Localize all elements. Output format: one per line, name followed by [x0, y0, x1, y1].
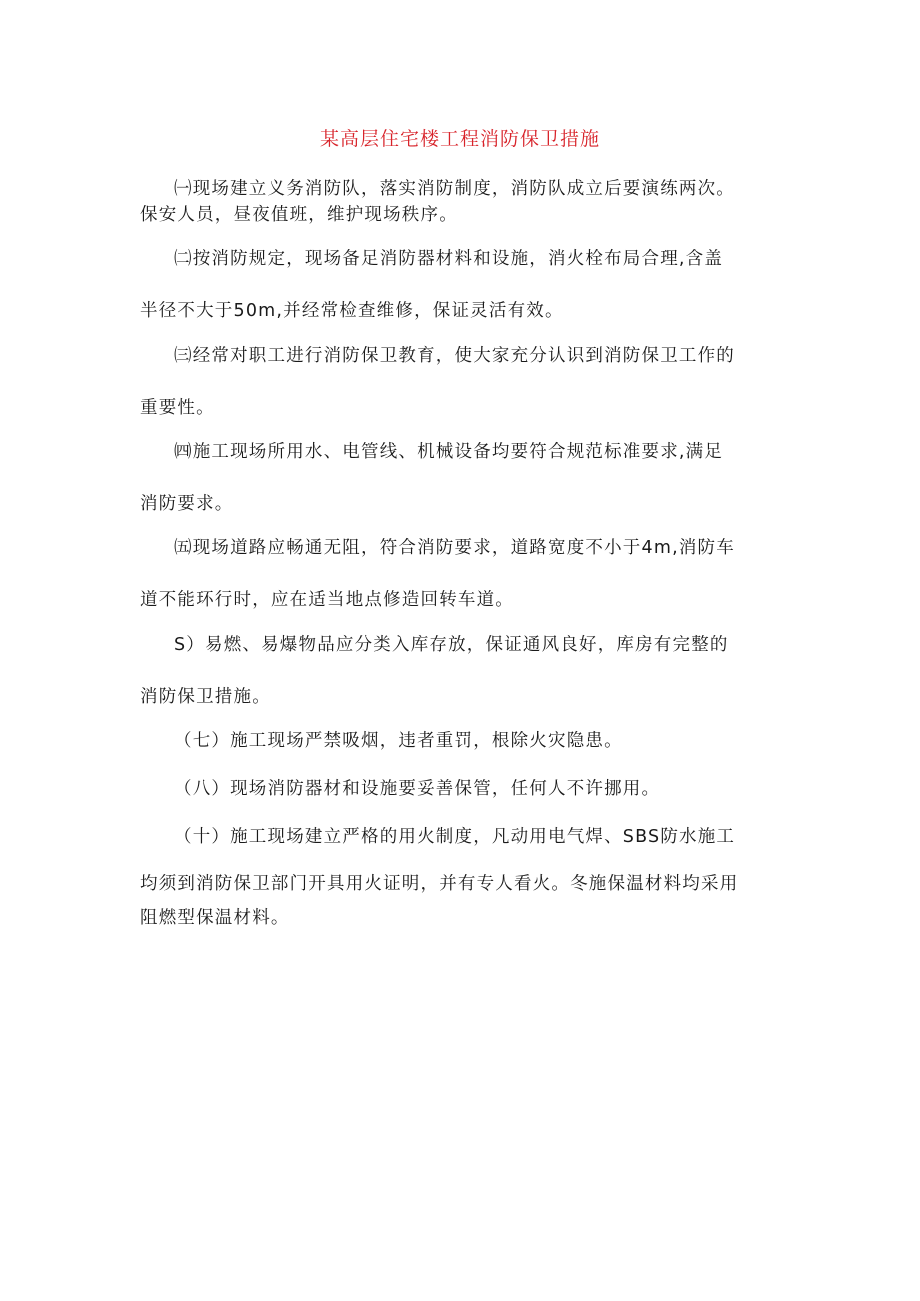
paragraph-line: ㈣施工现场所用水、电管线、机械设备均要符合规范标准要求,满足 — [174, 442, 724, 462]
paragraph-line: ㈠现场建立义务消防队，落实消防制度，消防队成立后要演练两次。 — [174, 179, 735, 199]
paragraph-2 — [140, 246, 800, 324]
paragraph-line: 半径不大于50m,并经常检查维修，保证灵活有效。 — [140, 301, 564, 321]
paragraph-line: ㈡按消防规定，现场备足消防器材料和设施，消火栓布局合理,含盖 — [174, 249, 724, 269]
paragraph-7 — [140, 728, 800, 754]
paragraph-line: 阻燃型保温材料。 — [140, 908, 290, 928]
paragraph-line: 消防保卫措施。 — [140, 687, 271, 707]
paragraph-1 — [140, 176, 800, 228]
paragraph-line: S）易燃、易爆物品应分类入库存放，保证通风良好，库房有完整的 — [174, 635, 729, 655]
paragraph-line: 道不能环行时，应在适当地点修造回转车道。 — [140, 590, 514, 610]
paragraph-4 — [140, 439, 800, 517]
paragraph-6 — [140, 632, 800, 710]
paragraph-3 — [140, 343, 800, 421]
paragraph-line: （七）施工现场严禁吸烟，违者重罚，根除火灾隐患。 — [174, 731, 623, 751]
paragraph-line: 保安人员，昼夜值班，维护现场秩序。 — [140, 205, 458, 225]
paragraph-line: 重要性。 — [140, 398, 215, 418]
paragraph-5 — [140, 535, 800, 613]
paragraph-9 — [140, 824, 800, 931]
paragraph-line: 均须到消防保卫部门开具用火证明，并有专人看火。冬施保温材料均采用 — [140, 874, 739, 894]
paragraph-line: 消防要求。 — [140, 494, 234, 514]
paragraph-line: ㈢经常对职工进行消防保卫教育，使大家充分认识到消防保卫工作的 — [174, 346, 735, 366]
paragraph-line: （十）施工现场建立严格的用火制度，凡动用电气焊、SBS防水施工 — [174, 827, 736, 847]
paragraph-8 — [140, 776, 800, 802]
paragraph-line: （八）现场消防器材和设施要妥善保管，任何人不许挪用。 — [174, 779, 661, 799]
paragraph-line: ㈤现场道路应畅通无阻，符合消防要求，道路宽度不小于4m,消防车 — [174, 538, 735, 558]
document-title: 某高层住宅楼工程消防保卫措施 — [319, 128, 600, 150]
